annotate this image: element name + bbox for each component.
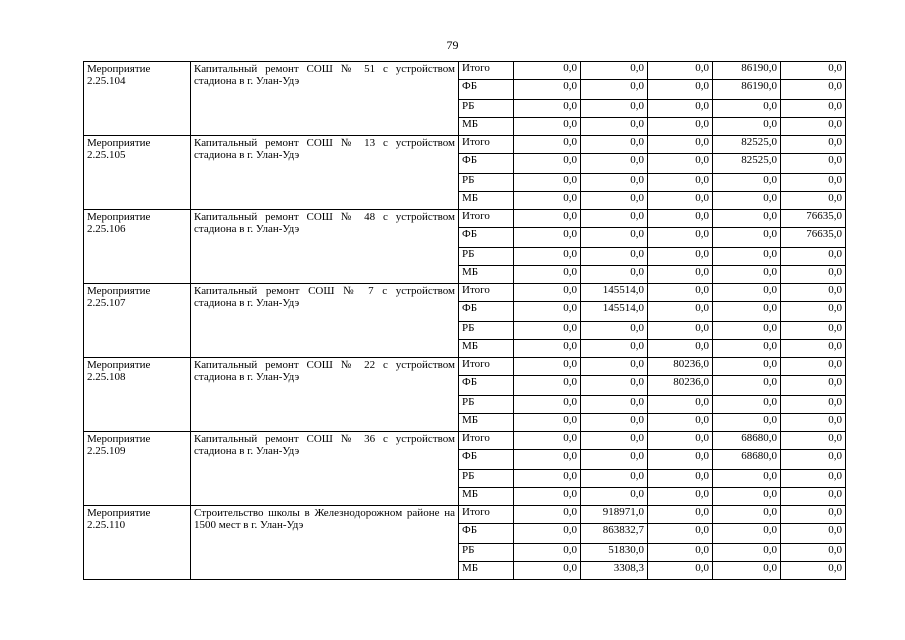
amount-cell: 0,0 bbox=[713, 210, 781, 228]
amount-cell: 0,0 bbox=[581, 136, 648, 154]
amount-cell: 80236,0 bbox=[648, 376, 713, 396]
amount-cell: 0,0 bbox=[648, 136, 713, 154]
amount-cell: 0,0 bbox=[781, 506, 846, 524]
amount-cell: 0,0 bbox=[581, 248, 648, 266]
event-name: Строительство школы в Железнодорожном районе на 1500 мест в г. Улан-Удэ bbox=[191, 506, 459, 580]
funding-source: ФБ bbox=[459, 80, 514, 100]
amount-cell: 0,0 bbox=[648, 414, 713, 432]
amount-cell: 0,0 bbox=[514, 62, 581, 80]
amount-cell: 0,0 bbox=[514, 210, 581, 228]
amount-cell: 0,0 bbox=[648, 118, 713, 136]
amount-cell: 0,0 bbox=[581, 174, 648, 192]
amount-cell: 0,0 bbox=[581, 322, 648, 340]
amount-cell: 86190,0 bbox=[713, 80, 781, 100]
funding-source: РБ bbox=[459, 100, 514, 118]
amount-cell: 0,0 bbox=[581, 470, 648, 488]
amount-cell: 0,0 bbox=[581, 358, 648, 376]
amount-cell: 0,0 bbox=[713, 302, 781, 322]
amount-cell: 0,0 bbox=[648, 470, 713, 488]
amount-cell: 0,0 bbox=[781, 174, 846, 192]
amount-cell: 0,0 bbox=[514, 80, 581, 100]
table-row bbox=[84, 210, 846, 228]
funding-source: РБ bbox=[459, 322, 514, 340]
amount-cell: 0,0 bbox=[713, 228, 781, 248]
amount-cell: 0,0 bbox=[713, 470, 781, 488]
amount-cell: 0,0 bbox=[713, 524, 781, 544]
amount-cell: 0,0 bbox=[648, 228, 713, 248]
amount-cell: 0,0 bbox=[781, 80, 846, 100]
funding-source: РБ bbox=[459, 248, 514, 266]
amount-cell: 68680,0 bbox=[713, 432, 781, 450]
amount-cell: 0,0 bbox=[648, 174, 713, 192]
amount-cell: 0,0 bbox=[514, 562, 581, 580]
amount-cell: 82525,0 bbox=[713, 136, 781, 154]
amount-cell: 0,0 bbox=[781, 432, 846, 450]
amount-cell: 0,0 bbox=[514, 488, 581, 506]
amount-cell: 0,0 bbox=[514, 340, 581, 358]
amount-cell: 0,0 bbox=[648, 210, 713, 228]
amount-cell: 82525,0 bbox=[713, 154, 781, 174]
amount-cell: 0,0 bbox=[781, 322, 846, 340]
amount-cell: 0,0 bbox=[581, 266, 648, 284]
amount-cell: 0,0 bbox=[581, 396, 648, 414]
amount-cell: 0,0 bbox=[713, 322, 781, 340]
table-row bbox=[84, 136, 846, 154]
funding-source: Итого bbox=[459, 136, 514, 154]
funding-source: ФБ bbox=[459, 154, 514, 174]
funding-source: РБ bbox=[459, 174, 514, 192]
funding-source: ФБ bbox=[459, 524, 514, 544]
amount-cell: 0,0 bbox=[514, 524, 581, 544]
amount-cell: 0,0 bbox=[713, 192, 781, 210]
amount-cell: 0,0 bbox=[713, 488, 781, 506]
amount-cell: 918971,0 bbox=[581, 506, 648, 524]
amount-cell: 145514,0 bbox=[581, 284, 648, 302]
amount-cell: 0,0 bbox=[713, 414, 781, 432]
amount-cell: 0,0 bbox=[648, 432, 713, 450]
amount-cell: 0,0 bbox=[781, 376, 846, 396]
event-name: Капитальный ремонт СОШ № 51 с устройством стадиона в г. Улан-Удэ bbox=[191, 62, 459, 136]
amount-cell: 0,0 bbox=[781, 302, 846, 322]
event-name: Капитальный ремонт СОШ № 48 с устройством стадиона в г. Улан-Удэ bbox=[191, 210, 459, 284]
amount-cell: 0,0 bbox=[581, 100, 648, 118]
amount-cell: 0,0 bbox=[648, 524, 713, 544]
amount-cell: 0,0 bbox=[781, 396, 846, 414]
amount-cell: 0,0 bbox=[514, 376, 581, 396]
amount-cell: 0,0 bbox=[514, 322, 581, 340]
amount-cell: 0,0 bbox=[581, 376, 648, 396]
funding-source: Итого bbox=[459, 62, 514, 80]
amount-cell: 0,0 bbox=[514, 358, 581, 376]
amount-cell: 0,0 bbox=[648, 154, 713, 174]
event-name: Капитальный ремонт СОШ № 13 с устройством стадиона в г. Улан-Удэ bbox=[191, 136, 459, 210]
amount-cell: 0,0 bbox=[581, 488, 648, 506]
amount-cell: 0,0 bbox=[648, 488, 713, 506]
event-code: Мероприятие 2.25.105 bbox=[84, 136, 191, 210]
amount-cell: 0,0 bbox=[648, 322, 713, 340]
table-row bbox=[84, 62, 846, 80]
amount-cell: 0,0 bbox=[514, 432, 581, 450]
amount-cell: 0,0 bbox=[581, 228, 648, 248]
amount-cell: 80236,0 bbox=[648, 358, 713, 376]
funding-source: ФБ bbox=[459, 302, 514, 322]
table-row bbox=[84, 358, 846, 376]
amount-cell: 0,0 bbox=[581, 450, 648, 470]
amount-cell: 0,0 bbox=[781, 544, 846, 562]
funding-source: МБ bbox=[459, 340, 514, 358]
funding-source: Итого bbox=[459, 358, 514, 376]
event-code: Мероприятие 2.25.106 bbox=[84, 210, 191, 284]
amount-cell: 0,0 bbox=[713, 544, 781, 562]
amount-cell: 0,0 bbox=[514, 100, 581, 118]
amount-cell: 0,0 bbox=[514, 450, 581, 470]
amount-cell: 0,0 bbox=[514, 248, 581, 266]
amount-cell: 0,0 bbox=[648, 62, 713, 80]
funding-source: Итого bbox=[459, 210, 514, 228]
table-row bbox=[84, 284, 846, 302]
event-name: Капитальный ремонт СОШ № 36 с устройством стадиона в г. Улан-Удэ bbox=[191, 432, 459, 506]
amount-cell: 68680,0 bbox=[713, 450, 781, 470]
page-number: 79 bbox=[446, 38, 459, 52]
amount-cell: 0,0 bbox=[781, 154, 846, 174]
amount-cell: 0,0 bbox=[514, 228, 581, 248]
funding-source: РБ bbox=[459, 544, 514, 562]
funding-source: МБ bbox=[459, 414, 514, 432]
event-code: Мероприятие 2.25.107 bbox=[84, 284, 191, 358]
amount-cell: 0,0 bbox=[713, 248, 781, 266]
amount-cell: 0,0 bbox=[713, 396, 781, 414]
amount-cell: 0,0 bbox=[648, 340, 713, 358]
amount-cell: 0,0 bbox=[648, 284, 713, 302]
amount-cell: 0,0 bbox=[581, 340, 648, 358]
funding-source: МБ bbox=[459, 266, 514, 284]
amount-cell: 0,0 bbox=[648, 266, 713, 284]
amount-cell: 0,0 bbox=[514, 470, 581, 488]
amount-cell: 0,0 bbox=[713, 376, 781, 396]
event-code: Мероприятие 2.25.108 bbox=[84, 358, 191, 432]
funding-source: Итого bbox=[459, 284, 514, 302]
amount-cell: 0,0 bbox=[781, 100, 846, 118]
amount-cell: 0,0 bbox=[648, 450, 713, 470]
amount-cell: 0,0 bbox=[713, 284, 781, 302]
amount-cell: 0,0 bbox=[781, 248, 846, 266]
amount-cell: 0,0 bbox=[581, 432, 648, 450]
amount-cell: 0,0 bbox=[514, 396, 581, 414]
amount-cell: 0,0 bbox=[648, 302, 713, 322]
amount-cell: 0,0 bbox=[781, 450, 846, 470]
amount-cell: 0,0 bbox=[713, 174, 781, 192]
funding-table bbox=[83, 61, 846, 580]
amount-cell: 145514,0 bbox=[581, 302, 648, 322]
amount-cell: 51830,0 bbox=[581, 544, 648, 562]
amount-cell: 0,0 bbox=[648, 80, 713, 100]
amount-cell: 0,0 bbox=[648, 544, 713, 562]
amount-cell: 0,0 bbox=[781, 62, 846, 80]
amount-cell: 0,0 bbox=[781, 340, 846, 358]
amount-cell: 76635,0 bbox=[781, 228, 846, 248]
amount-cell: 0,0 bbox=[648, 248, 713, 266]
funding-source: ФБ bbox=[459, 450, 514, 470]
amount-cell: 3308,3 bbox=[581, 562, 648, 580]
amount-cell: 0,0 bbox=[648, 562, 713, 580]
event-code: Мероприятие 2.25.110 bbox=[84, 506, 191, 580]
amount-cell: 0,0 bbox=[713, 340, 781, 358]
amount-cell: 0,0 bbox=[514, 544, 581, 562]
amount-cell: 0,0 bbox=[781, 266, 846, 284]
amount-cell: 86190,0 bbox=[713, 62, 781, 80]
amount-cell: 76635,0 bbox=[781, 210, 846, 228]
funding-source: Итого bbox=[459, 506, 514, 524]
amount-cell: 0,0 bbox=[781, 414, 846, 432]
amount-cell: 0,0 bbox=[514, 154, 581, 174]
amount-cell: 0,0 bbox=[514, 118, 581, 136]
amount-cell: 0,0 bbox=[581, 154, 648, 174]
event-code: Мероприятие 2.25.109 bbox=[84, 432, 191, 506]
amount-cell: 0,0 bbox=[781, 136, 846, 154]
amount-cell: 0,0 bbox=[581, 80, 648, 100]
amount-cell: 0,0 bbox=[581, 118, 648, 136]
amount-cell: 0,0 bbox=[648, 396, 713, 414]
event-name: Капитальный ремонт СОШ № 22 с устройством стадиона в г. Улан-Удэ bbox=[191, 358, 459, 432]
table-body bbox=[84, 62, 846, 580]
amount-cell: 0,0 bbox=[514, 192, 581, 210]
amount-cell: 0,0 bbox=[713, 100, 781, 118]
amount-cell: 0,0 bbox=[648, 100, 713, 118]
amount-cell: 0,0 bbox=[514, 284, 581, 302]
amount-cell: 0,0 bbox=[648, 506, 713, 524]
amount-cell: 0,0 bbox=[648, 192, 713, 210]
funding-source: МБ bbox=[459, 562, 514, 580]
amount-cell: 0,0 bbox=[713, 266, 781, 284]
amount-cell: 0,0 bbox=[514, 506, 581, 524]
amount-cell: 0,0 bbox=[581, 192, 648, 210]
amount-cell: 0,0 bbox=[581, 62, 648, 80]
funding-source: МБ bbox=[459, 118, 514, 136]
amount-cell: 0,0 bbox=[514, 266, 581, 284]
funding-source: РБ bbox=[459, 470, 514, 488]
amount-cell: 0,0 bbox=[781, 284, 846, 302]
amount-cell: 0,0 bbox=[514, 174, 581, 192]
amount-cell: 0,0 bbox=[514, 414, 581, 432]
amount-cell: 0,0 bbox=[581, 210, 648, 228]
event-code: Мероприятие 2.25.104 bbox=[84, 62, 191, 136]
amount-cell: 0,0 bbox=[713, 562, 781, 580]
funding-source: ФБ bbox=[459, 376, 514, 396]
funding-source: МБ bbox=[459, 488, 514, 506]
amount-cell: 0,0 bbox=[581, 414, 648, 432]
funding-source: Итого bbox=[459, 432, 514, 450]
table-row bbox=[84, 506, 846, 524]
event-name: Капитальный ремонт СОШ № 7 с устройством стадиона в г. Улан-Удэ bbox=[191, 284, 459, 358]
amount-cell: 0,0 bbox=[713, 506, 781, 524]
amount-cell: 0,0 bbox=[781, 358, 846, 376]
amount-cell: 0,0 bbox=[781, 192, 846, 210]
amount-cell: 0,0 bbox=[781, 118, 846, 136]
table-row bbox=[84, 432, 846, 450]
amount-cell: 0,0 bbox=[781, 488, 846, 506]
amount-cell: 0,0 bbox=[514, 136, 581, 154]
funding-source: РБ bbox=[459, 396, 514, 414]
amount-cell: 863832,7 bbox=[581, 524, 648, 544]
amount-cell: 0,0 bbox=[781, 524, 846, 544]
amount-cell: 0,0 bbox=[781, 562, 846, 580]
amount-cell: 0,0 bbox=[713, 358, 781, 376]
amount-cell: 0,0 bbox=[713, 118, 781, 136]
amount-cell: 0,0 bbox=[781, 470, 846, 488]
funding-source: МБ bbox=[459, 192, 514, 210]
funding-source: ФБ bbox=[459, 228, 514, 248]
amount-cell: 0,0 bbox=[514, 302, 581, 322]
